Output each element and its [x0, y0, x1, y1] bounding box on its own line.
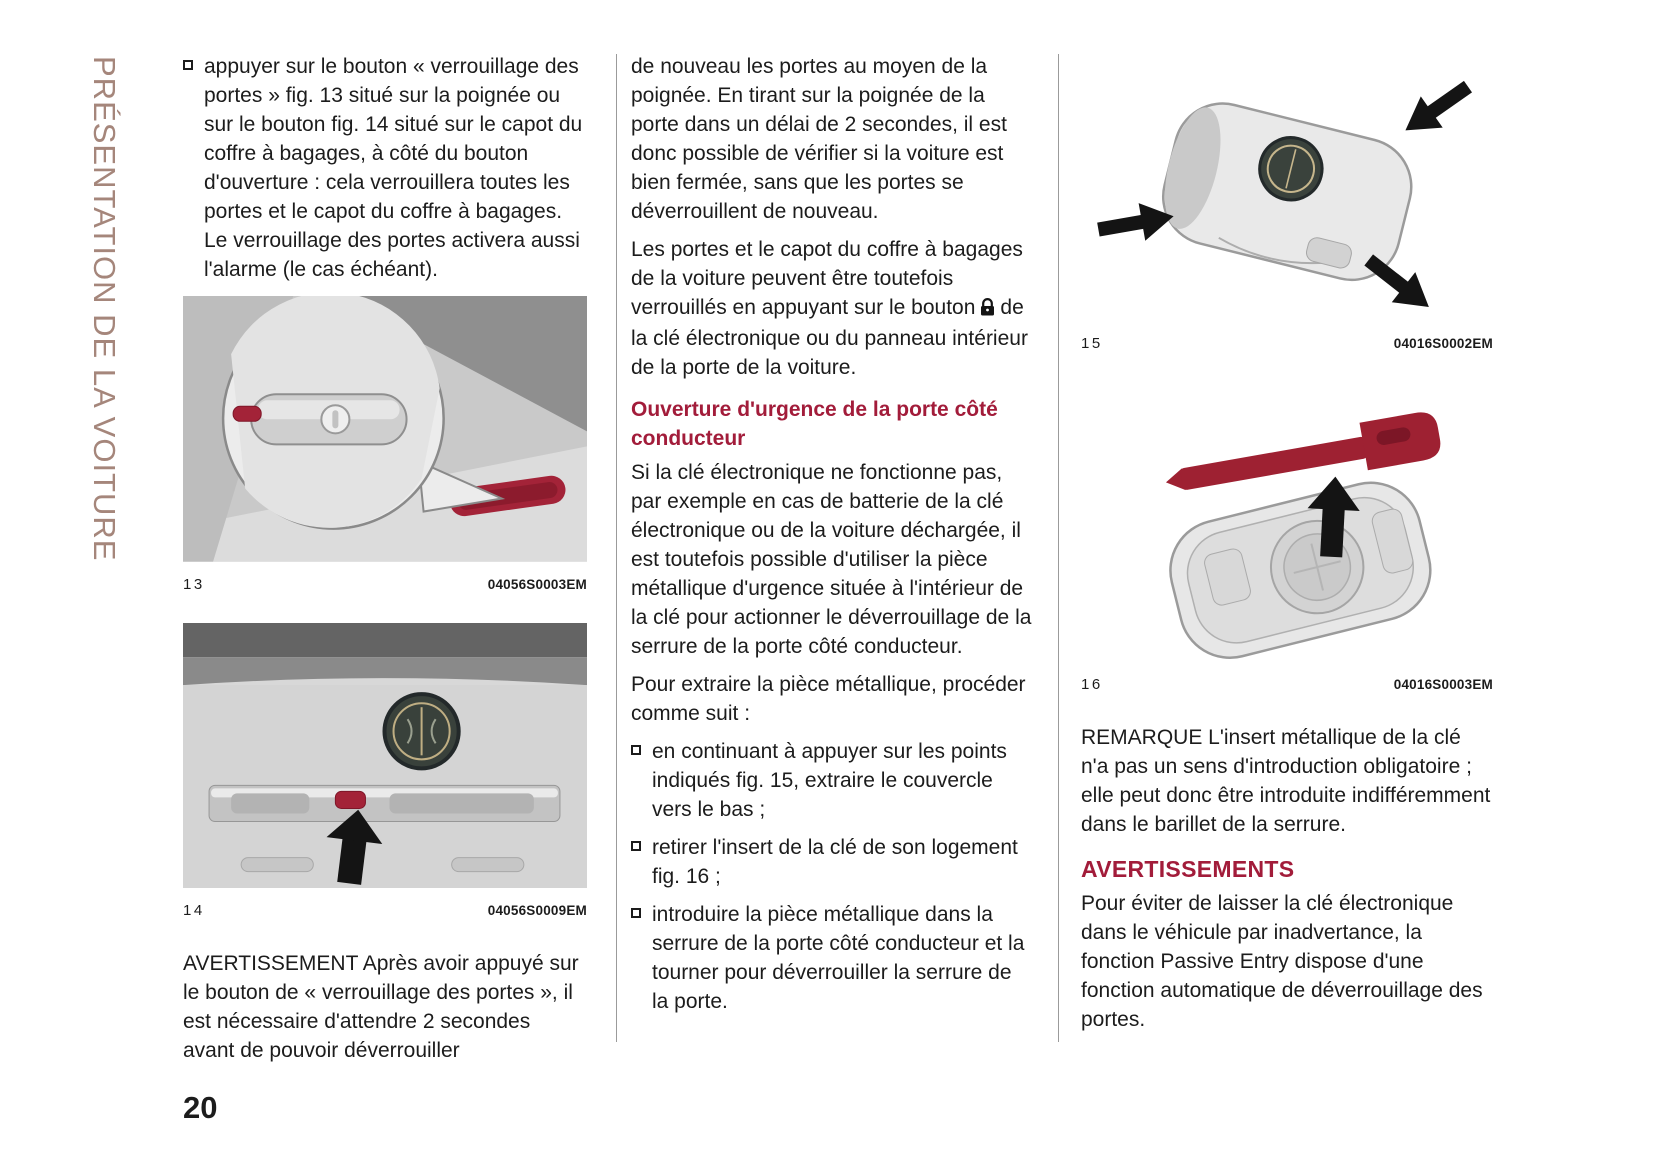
list-item-text: introduire la pièce métallique dans la serrure de la porte côté conducteur et la tourner pour déverrouiller la serrure de la porte.	[652, 903, 1025, 1013]
remark-paragraph: REMARQUE L'insert métallique de la clé n'a pas un sens d'introduction obligatoire ; elle peut donc être introduite indifféremment dans le barillet de la serrure.	[1081, 725, 1491, 836]
square-bullet-icon	[183, 60, 193, 70]
body-paragraph: Pour extraire la pièce métallique, procéder comme suit :	[631, 673, 1026, 725]
list-item	[631, 737, 1032, 824]
square-bullet-icon	[631, 745, 641, 755]
column-divider-2	[1058, 54, 1059, 1042]
body-paragraph: de nouveau les portes au moyen de la poignée. En tirant sur la poignée de la porte dans un délai de 2 secondes, il est donc possible de vérifier si la voiture est bien fermée, sans que les portes se déverrouillent de nouveau.	[631, 55, 1007, 223]
figure-number: 15	[1081, 335, 1103, 353]
figure-caption	[183, 570, 587, 599]
column-2	[631, 52, 1032, 1025]
fig14-trunk-lid-image	[183, 623, 587, 889]
page-number: 20	[183, 1090, 218, 1125]
column-1	[183, 52, 587, 1074]
figure-caption	[1081, 670, 1493, 699]
figure-13	[183, 296, 587, 599]
list-item	[183, 52, 587, 284]
figure-code: 04016S0003EM	[1393, 676, 1493, 692]
column-3	[1081, 52, 1493, 1043]
figure-16	[1081, 382, 1493, 698]
list-item	[631, 833, 1032, 891]
body-paragraph	[631, 235, 1032, 382]
section-heading: Ouverture d'urgence de la porte côté conducteur	[631, 398, 998, 450]
figure-code: 04056S0009EM	[487, 903, 587, 919]
body-paragraph: Si la clé électronique ne fonctionne pas, par exemple en cas de batterie de la clé électronique ou de la voiture déchargée, il est toutefois possible d'utiliser la pièce métallique d'urgence située à l'intérieur de la clé pour actionner le déverrouillage de la serrure de la porte côté conducteur.	[631, 461, 1032, 658]
fig15-key-fob-image	[1081, 52, 1493, 321]
chapter-sidebar-title: PRÉSENTATION DE LA VOITURE	[87, 56, 122, 562]
warnings-heading: AVERTISSEMENTS	[1081, 855, 1295, 882]
figure-number: 14	[183, 902, 205, 920]
figure-number: 13	[183, 575, 205, 593]
figure-14	[183, 623, 587, 926]
figure-15	[1081, 52, 1493, 358]
figure-code: 04016S0002EM	[1393, 336, 1493, 352]
door-lock-button-red	[233, 406, 261, 421]
paragraph-text: de la clé électronique ou du panneau intérieur de la porte de la voiture.	[631, 296, 1028, 379]
lock-icon	[980, 295, 995, 324]
list-item-text: appuyer sur le bouton « verrouillage des portes » fig. 13 situé sur la poignée ou sur le bouton fig. 14 situé sur le capot du coffre à bagages, à côté du bouton d'ouverture : cela verrouillera toutes les portes et le capot du coffre à bagages. Le verrouillage des portes activera aussi l'alarme (le cas échéant).	[204, 55, 583, 281]
paragraph-text: Les portes et le capot du coffre à bagages de la voiture peuvent être toutefois verrouillés en appuyant sur le bouton	[631, 238, 1023, 319]
figure-caption	[183, 896, 587, 925]
trunk-lock-button-red	[335, 791, 365, 808]
square-bullet-icon	[631, 908, 641, 918]
list-item	[631, 900, 1032, 1016]
fig16-key-insert-image	[1081, 382, 1493, 661]
warning-paragraph: AVERTISSEMENT Après avoir appuyé sur le bouton de « verrouillage des portes », il est nécessaire d'attendre 2 secondes avant de pouvoir déverrouiller	[183, 952, 579, 1063]
figure-caption	[1081, 329, 1493, 358]
column-divider-1	[616, 54, 617, 1042]
figure-code: 04056S0003EM	[487, 576, 587, 592]
list-item-text: en continuant à appuyer sur les points indiqués fig. 15, extraire le couvercle vers le bas ;	[652, 740, 1007, 821]
list-item-text: retirer l'insert de la clé de son logement fig. 16 ;	[652, 836, 1018, 888]
square-bullet-icon	[631, 841, 641, 851]
figure-number: 16	[1081, 675, 1103, 693]
alfa-romeo-badge	[384, 694, 458, 768]
fig13-door-handle-image	[183, 296, 587, 562]
body-paragraph: Pour éviter de laisser la clé électronique dans le véhicule par inadvertance, la fonction Passive Entry dispose d'une fonction automatique de déverrouillage des portes.	[1081, 891, 1483, 1031]
